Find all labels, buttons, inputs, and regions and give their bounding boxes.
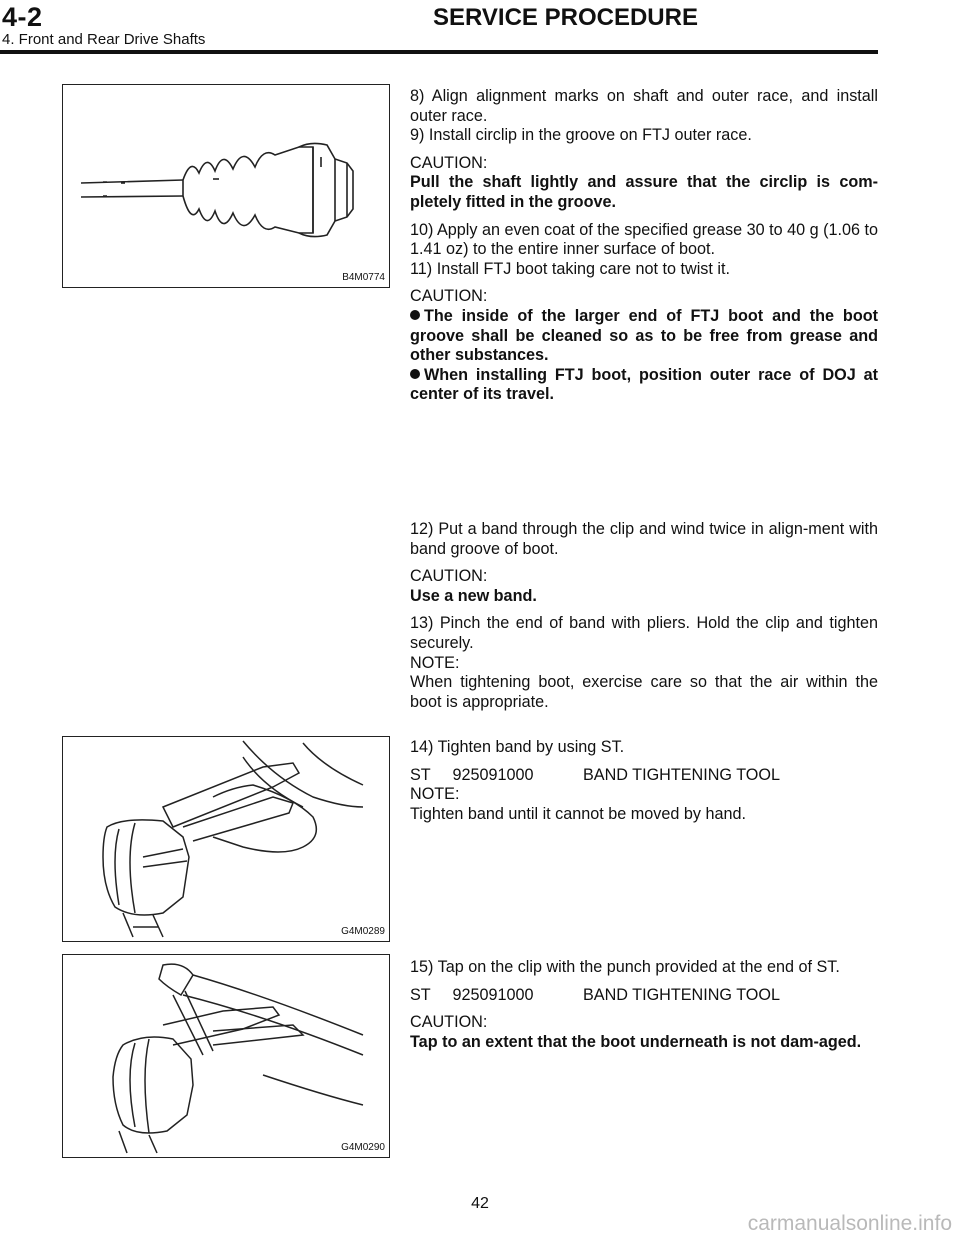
figure-code: G4M0290 (341, 1142, 385, 1153)
figure-code: B4M0774 (342, 272, 385, 283)
caution-label: CAUTION: (410, 1013, 488, 1032)
st-name: BAND TIGHTENING TOOL (583, 985, 780, 1004)
step-14: 14) Tighten band by using ST. (410, 738, 625, 756)
caution-label: CAUTION: (410, 287, 488, 306)
subsection-title: 4. Front and Rear Drive Shafts (2, 31, 206, 48)
st-number: 925091000 (452, 765, 534, 784)
st-prefix: ST (410, 985, 431, 1004)
bullet-icon (410, 369, 420, 379)
figure-g4m0290 (62, 954, 390, 1158)
watermark: carmanualsonline.info (747, 1212, 952, 1235)
header-rule (0, 50, 878, 54)
text-column-step15 (410, 958, 878, 1052)
page-number: 42 (471, 1195, 489, 1212)
caution-text: Tap to an extent that the boot underneath is not dam-aged. (410, 1032, 862, 1051)
special-tool-row (410, 986, 878, 1006)
note-text: When tightening boot, exercise care so that the air within the boot is appropriate. (410, 673, 878, 711)
caution-text: Use a new band. (410, 586, 537, 605)
note-text: Tighten band until it cannot be moved by hand. (410, 804, 746, 823)
st-name: BAND TIGHTENING TOOL (583, 765, 780, 784)
special-tool-row (410, 766, 878, 786)
st-number: 925091000 (452, 985, 534, 1004)
text-column-middle (410, 520, 878, 712)
text-column-step14 (410, 738, 878, 824)
section-title: SERVICE PROCEDURE (433, 4, 698, 31)
page-header (0, 0, 960, 62)
section-number: 4-2 (2, 2, 43, 32)
band-tightening-tool-illustration (63, 737, 389, 941)
step-12: 12) Put a band through the clip and wind twice in align-ment with band groove of boot. (410, 520, 878, 558)
caution-text: Pull the shaft lightly and assure that the circlip is com-pletely fitted in the groove. (410, 173, 878, 211)
st-prefix: ST (410, 765, 431, 784)
figure-g4m0289 (62, 736, 390, 942)
figure-code: G4M0289 (341, 926, 385, 937)
step-9: 9) Install circlip in the groove on FTJ outer race. (410, 126, 752, 145)
step-13: 13) Pinch the end of band with pliers. Hold the clip and tighten securely. (410, 614, 878, 652)
note-label: NOTE: (410, 785, 460, 804)
punch-clip-illustration (63, 955, 389, 1157)
caution-label: CAUTION: (410, 567, 488, 586)
bullet-icon (410, 310, 420, 320)
step-15: 15) Tap on the clip with the punch provided at the end of ST. (410, 958, 840, 976)
text-column-upper (410, 87, 878, 405)
note-label: NOTE: (410, 653, 460, 672)
figure-b4m0774 (62, 84, 390, 288)
step-8: 8) Align alignment marks on shaft and outer race, and install outer race. (410, 87, 878, 125)
caution-label: CAUTION: (410, 153, 488, 172)
caution-bullet: When installing FTJ boot, position outer race of DOJ at center of its travel. (410, 365, 878, 404)
drive-shaft-boot-illustration (63, 85, 389, 287)
step-11: 11) Install FTJ boot taking care not to twist it. (410, 259, 730, 278)
step-10: 10) Apply an even coat of the specified grease 30 to 40 g (1.06 to 1.41 oz) to the entire inner surface of boot. (410, 220, 878, 259)
caution-bullet: The inside of the larger end of FTJ boot and the boot groove shall be cleaned so as to be free from grease and other substances. (410, 306, 878, 365)
